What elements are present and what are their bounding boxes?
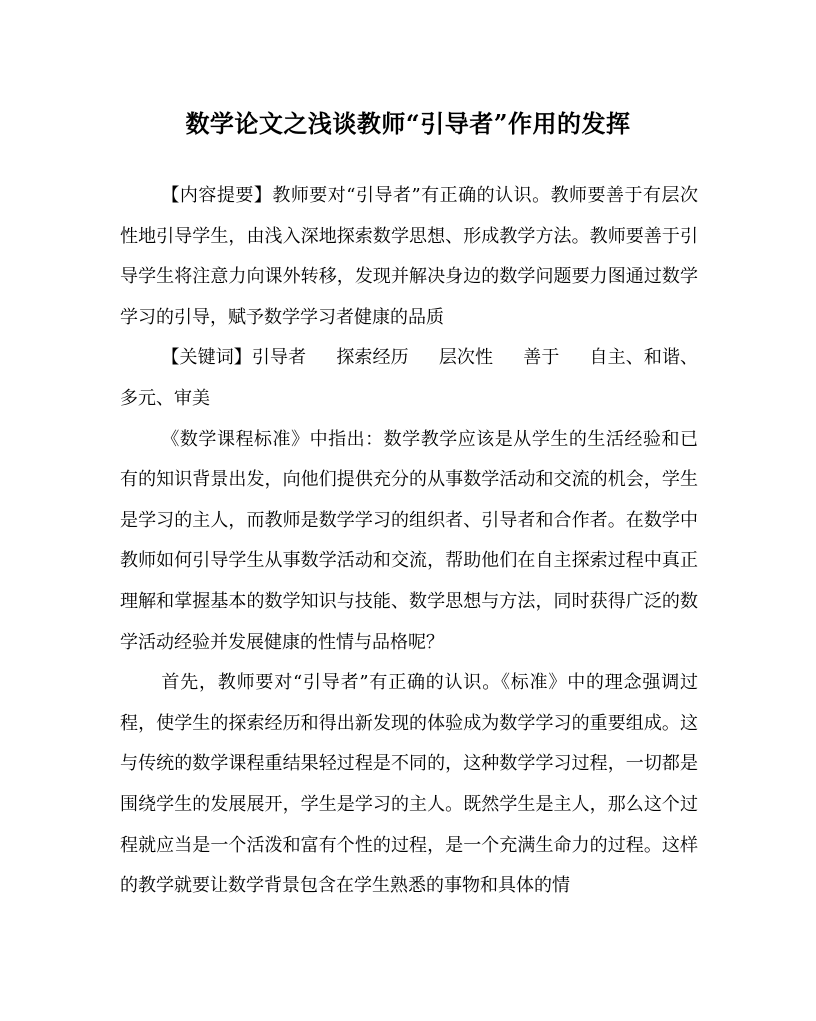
abstract-paragraph: 【内容提要】教师要对“引导者”有正确的认识。教师要善于有层次性地引导学生，由浅入深地探索数学思想、形成教学方法。教师要善于引导学生将注意力向课外转移，发现并解决身边的数学问题要力图通过数学学习的引导，赋予数学学习者健康的品质 xyxy=(120,185,698,328)
keyword: 层次性 xyxy=(438,347,494,369)
keyword: 自主、和谐、多元、审美 xyxy=(120,347,699,409)
body-paragraph: 《数学课程标准》中指出：数学教学应该是从学生的生活经验和已有的知识背景出发，向他们提供充分的从事数学活动和交流的机会，学生是学习的主人，而教师是数学学习的组织者、引导者和合作者。在数学中教师如何引导学生从事数学活动和交流，帮助他们在自主探索过程中真正理解和掌握基本的数学知识与技能、数学思想与方法，同时获得广泛的数学活动经验并发展健康的性情与品格呢？ xyxy=(120,428,698,653)
document-title: 数学论文之浅谈教师“引导者”作用的发挥 xyxy=(185,109,631,138)
keyword: 引导者 xyxy=(251,347,307,369)
keywords-paragraph xyxy=(120,338,698,419)
keyword: 探索经历 xyxy=(336,347,409,369)
document-body xyxy=(120,176,698,907)
keyword: 善于 xyxy=(523,347,560,369)
keywords-label: 【关键词】 xyxy=(161,347,252,369)
body-paragraph: 首先，教师要对“引导者”有正确的认识。《标准》中的理念强调过程，使学生的探索经历和得出新发现的体验成为数学学习的重要组成。这与传统的数学课程重结果轻过程是不同的，这种数学学习过程，一切都是围绕学生的发展展开，学生是学习的主人。既然学生是主人，那么这个过程就应当是一个活泼和富有个性的过程，是一个充满生命力的过程。这样的教学就要让数学背景包含在学生熟悉的事物和具体的情 xyxy=(120,672,698,897)
